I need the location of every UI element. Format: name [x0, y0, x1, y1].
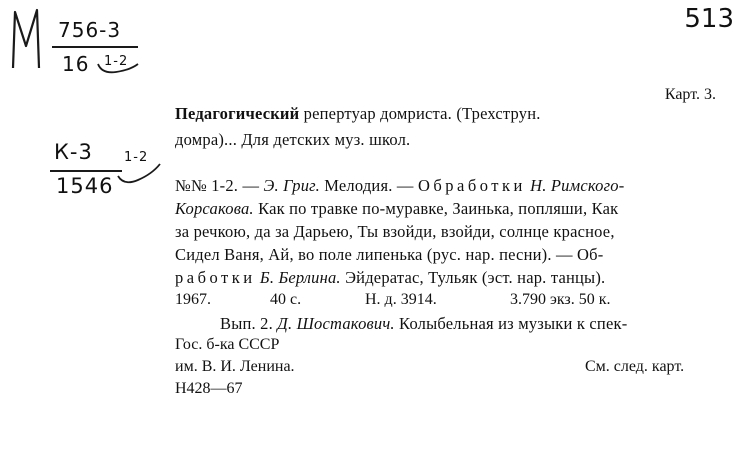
- page-count: 40 с.: [270, 291, 302, 308]
- handwritten-underline-curve: [116, 162, 162, 186]
- nd-number: Н. д. 3914.: [365, 291, 437, 308]
- arranger-name: Н. Римского-: [525, 176, 625, 195]
- composer-name: Э. Григ.: [263, 176, 320, 195]
- corner-number: 513: [684, 4, 734, 34]
- publication-year: 1967.: [175, 291, 211, 308]
- text-segment: Как по травке по-муравке, Заинька, попляши, Как: [253, 199, 619, 218]
- title-rest: репертуар домриста. (Трехструн.: [299, 104, 541, 123]
- text-segment: №№ 1-2. —: [175, 176, 264, 195]
- body-line-2: [175, 199, 618, 219]
- text-segment: Вып. 2.: [220, 314, 278, 333]
- title-line-1: [175, 104, 541, 124]
- copies-price: 3.790 экз. 50 к.: [510, 291, 611, 308]
- library-name-2: им. В. И. Ленина.: [175, 358, 295, 375]
- handwritten-fraction-line: [52, 46, 138, 48]
- handwritten-number-top: 756-3: [58, 18, 122, 42]
- spaced-word: Обработки: [417, 176, 526, 195]
- body-line-7: [220, 314, 627, 334]
- library-name-1: Гос. б-ка СССР: [175, 336, 280, 353]
- text-segment: Мелодия. —: [319, 176, 418, 195]
- body-line-5: [175, 268, 605, 288]
- card-code: Н428—67: [175, 380, 243, 397]
- handwritten-fraction-line: [50, 170, 122, 172]
- handwritten-letter-m: [10, 8, 42, 70]
- spaced-word: работки: [175, 268, 256, 287]
- handwritten-number-bottom: 1546: [56, 174, 114, 198]
- handwritten-number-bottom: 16: [62, 52, 90, 76]
- composer-name: Д. Шостакович.: [277, 314, 395, 333]
- body-line-3: за речкою, да за Дарьею, Ты взойди, взойди, солнце красное,: [175, 222, 615, 241]
- title-bold-word: Педагогический: [175, 104, 300, 123]
- text-segment: Колыбельная из музыки к спек-: [394, 314, 628, 333]
- see-next-card: См. след. карт.: [585, 358, 685, 375]
- title-line-2: домра)... Для детских муз. школ.: [175, 130, 411, 149]
- text-segment: Эйдератас, Тульяк (эст. нар. танцы).: [340, 268, 606, 287]
- body-line-4: Сидел Ваня, Ай, во поле липенька (рус. нар. песни). — Об-: [175, 245, 604, 264]
- handwritten-superscript: 1-2: [124, 150, 149, 165]
- handwritten-superscript: 1-2: [104, 54, 129, 69]
- handwritten-number-top: К-3: [54, 140, 93, 164]
- handwritten-underline-curve: [96, 62, 140, 76]
- arranger-name: Корсакова.: [175, 199, 254, 218]
- arranger-name: Б. Берлина.: [255, 268, 341, 287]
- card-number: Карт. 3.: [664, 86, 716, 103]
- body-line-1: [175, 176, 624, 196]
